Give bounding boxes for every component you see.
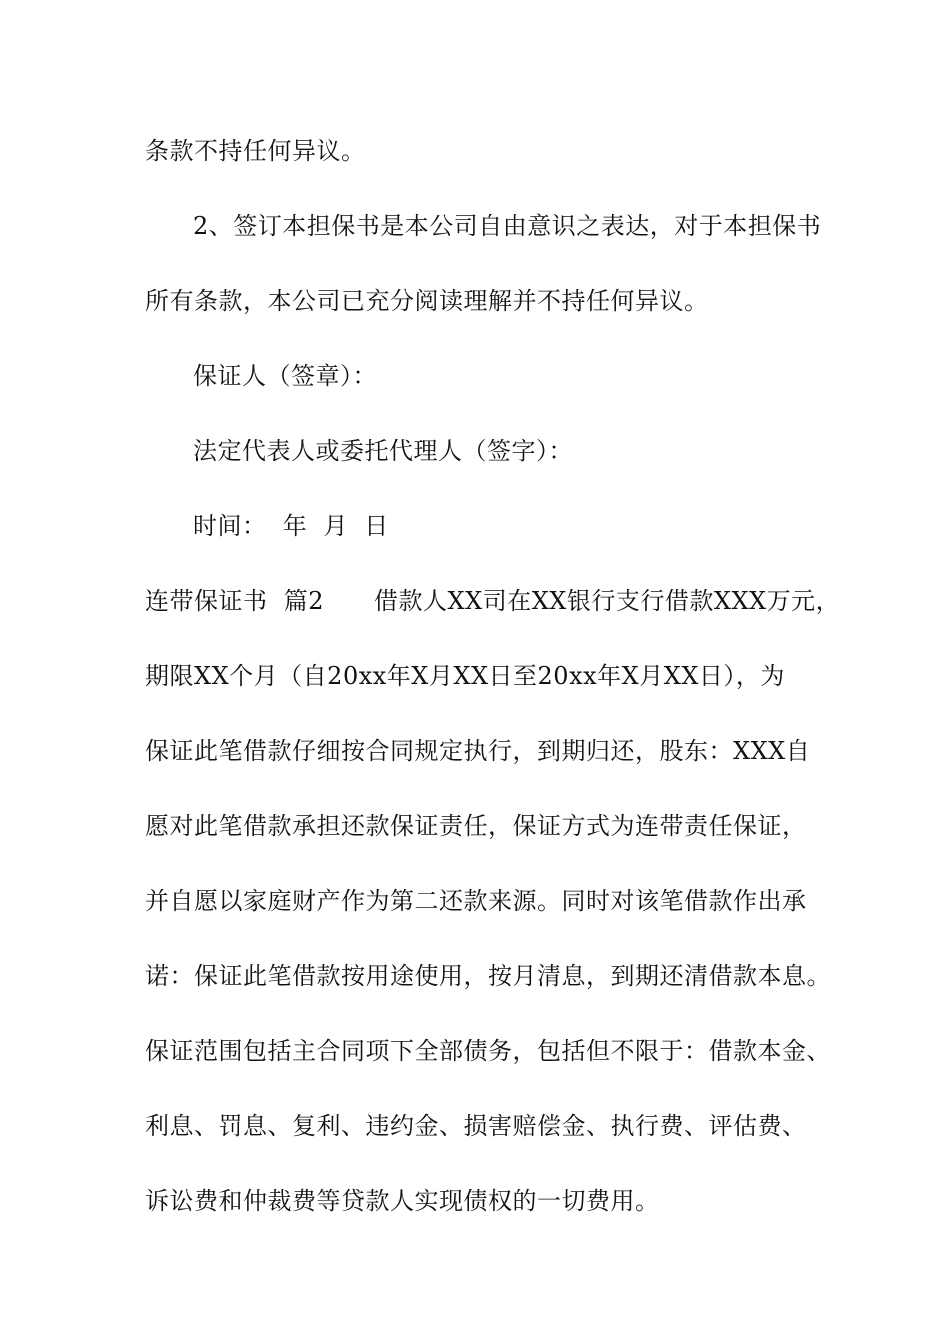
text-line: 利息、罚息、复利、违约金、损害赔偿金、执行费、评估费、	[145, 1112, 807, 1140]
text-line: 条款不持任何异议。	[145, 137, 366, 165]
text-line: 保证此笔借款仔细按合同规定执行，到期归还，股东：XXX自	[145, 737, 811, 765]
section-first-line: 借款人XX司在XX银行支行借款XXX万元，	[374, 587, 841, 615]
text-line: 期限XX个月（自20xx年X月XX日至20xx年X月XX日），为	[145, 662, 785, 690]
guarantor-signature-line: 保证人（签章）：	[193, 362, 377, 390]
text-line: 所有条款，本公司已充分阅读理解并不持任何异议。	[145, 287, 709, 315]
section-heading: 连带保证书 篇2	[145, 587, 325, 615]
text-line: 2、签订本担保书是本公司自由意识之表达，对于本担保书	[193, 212, 822, 240]
text-line: 诉讼费和仲裁费等贷款人实现债权的一切费用。	[145, 1187, 660, 1215]
text-line: 保证范围包括主合同项下全部债务，包括但不限于：借款本金、	[145, 1037, 831, 1065]
text-line: 诺：保证此笔借款按用途使用，按月清息，到期还清借款本息。	[145, 962, 831, 990]
text-line: 并自愿以家庭财产作为第二还款来源。同时对该笔借款作出承	[145, 887, 807, 915]
text-line: 愿对此笔借款承担还款保证责任，保证方式为连带责任保证，	[145, 812, 807, 840]
section-line	[145, 585, 840, 617]
date-line: 时间： 年 月 日	[193, 512, 389, 540]
representative-signature-line: 法定代表人或委托代理人（签字）：	[193, 437, 573, 465]
